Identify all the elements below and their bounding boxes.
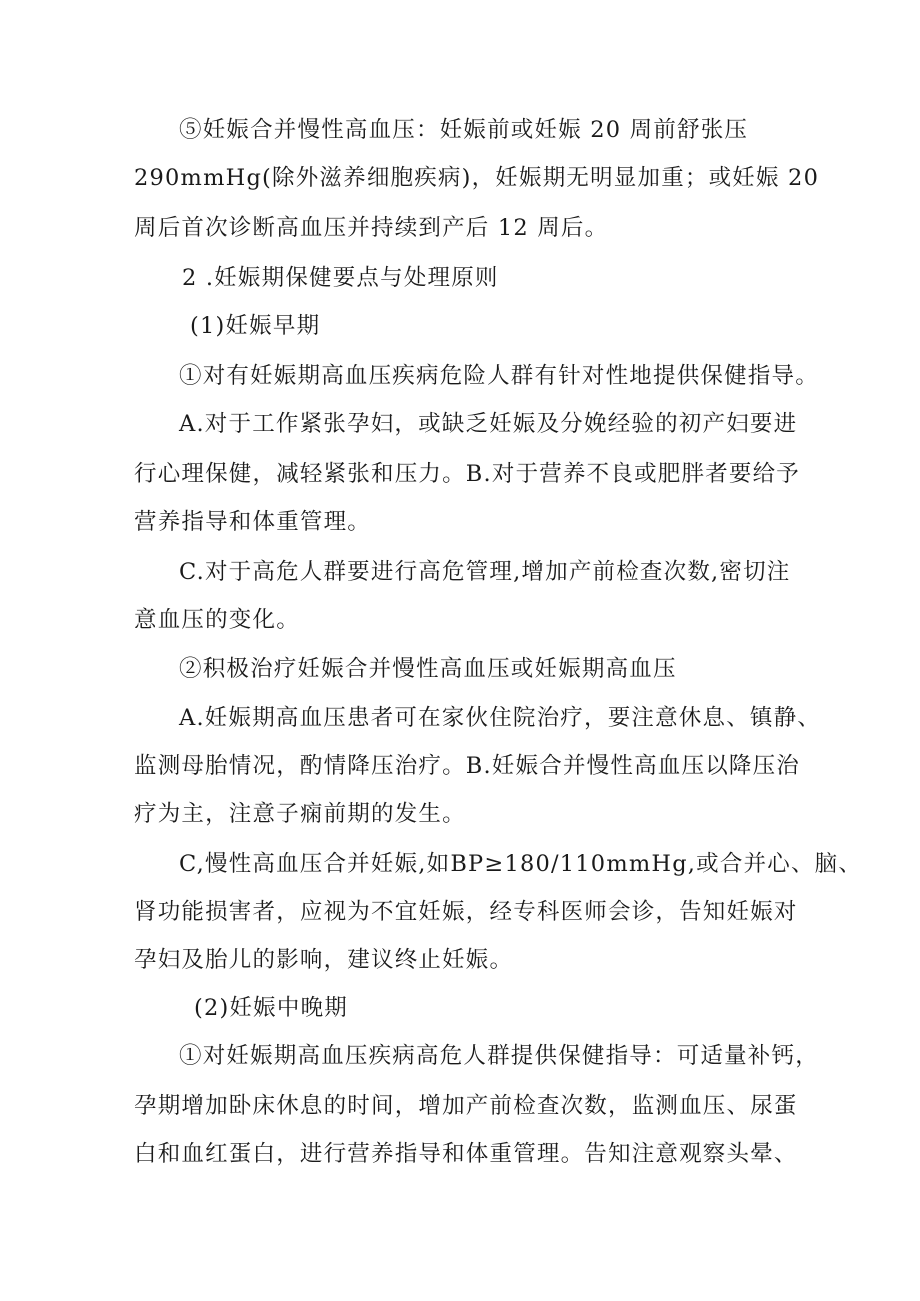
text-line: ①对有妊娠期高血压疾病危险人群有针对性地提供保健指导。 — [179, 363, 819, 389]
text-line: A.对于工作紧张孕妇，或缺乏妊娠及分娩经验的初产妇要进 — [179, 411, 798, 437]
section-heading: 2 .妊娠期保健要点与处理原则 — [182, 265, 499, 291]
text-line: 孕妇及胎儿的影响，建议终止妊娠。 — [134, 947, 514, 973]
subsection-heading: (1)妊娠早期 — [190, 313, 321, 339]
text-line: 孕期增加卧床休息的时间，增加产前检查次数，监测血压、尿蛋 — [134, 1093, 798, 1119]
text-line: 营养指导和体重管理。 — [134, 509, 372, 535]
text-line: C.对于高危人群要进行高危管理,增加产前检查次数,密切注 — [179, 559, 791, 585]
text-line: 监测母胎情况，酌情降压治疗。B.妊娠合并慢性高血压以降压治 — [134, 753, 800, 779]
subsection-heading: (2)妊娠中晚期 — [194, 995, 348, 1021]
text-line: 周后首次诊断高血压并持续到产后 12 周后。 — [134, 215, 609, 241]
text-line: ①对妊娠期高血压疾病高危人群提供保健指导：可适量补钙， — [179, 1043, 819, 1069]
text-line: 行心理保健，减轻紧张和压力。B.对于营养不良或肥胖者要给予 — [134, 461, 800, 487]
text-line: 290mmHg(除外滋养细胞疾病)，妊娠期无明显加重；或妊娠 20 — [134, 165, 820, 191]
text-line: 意血压的变化。 — [134, 607, 300, 633]
text-line: ②积极治疗妊娠合并慢性高血压或妊娠期高血压 — [179, 656, 677, 682]
text-line: ⑤妊娠合并慢性高血压：妊娠前或妊娠 20 周前舒张压 — [179, 117, 749, 143]
text-line: A.妊娠期高血压患者可在家伙住院治疗，要注意休息、镇静、 — [179, 705, 822, 731]
text-line: 疗为主，注意子痫前期的发生。 — [134, 801, 466, 827]
text-line: 白和血红蛋白，进行营养指导和体重管理。告知注意观察头晕、 — [134, 1141, 798, 1167]
text-line: C,慢性高血压合并妊娠,如BP≥180/110mmHg,或合并心、脑、 — [179, 851, 863, 877]
text-line: 肾功能损害者，应视为不宜妊娠，经专科医师会诊，告知妊娠对 — [134, 899, 798, 925]
